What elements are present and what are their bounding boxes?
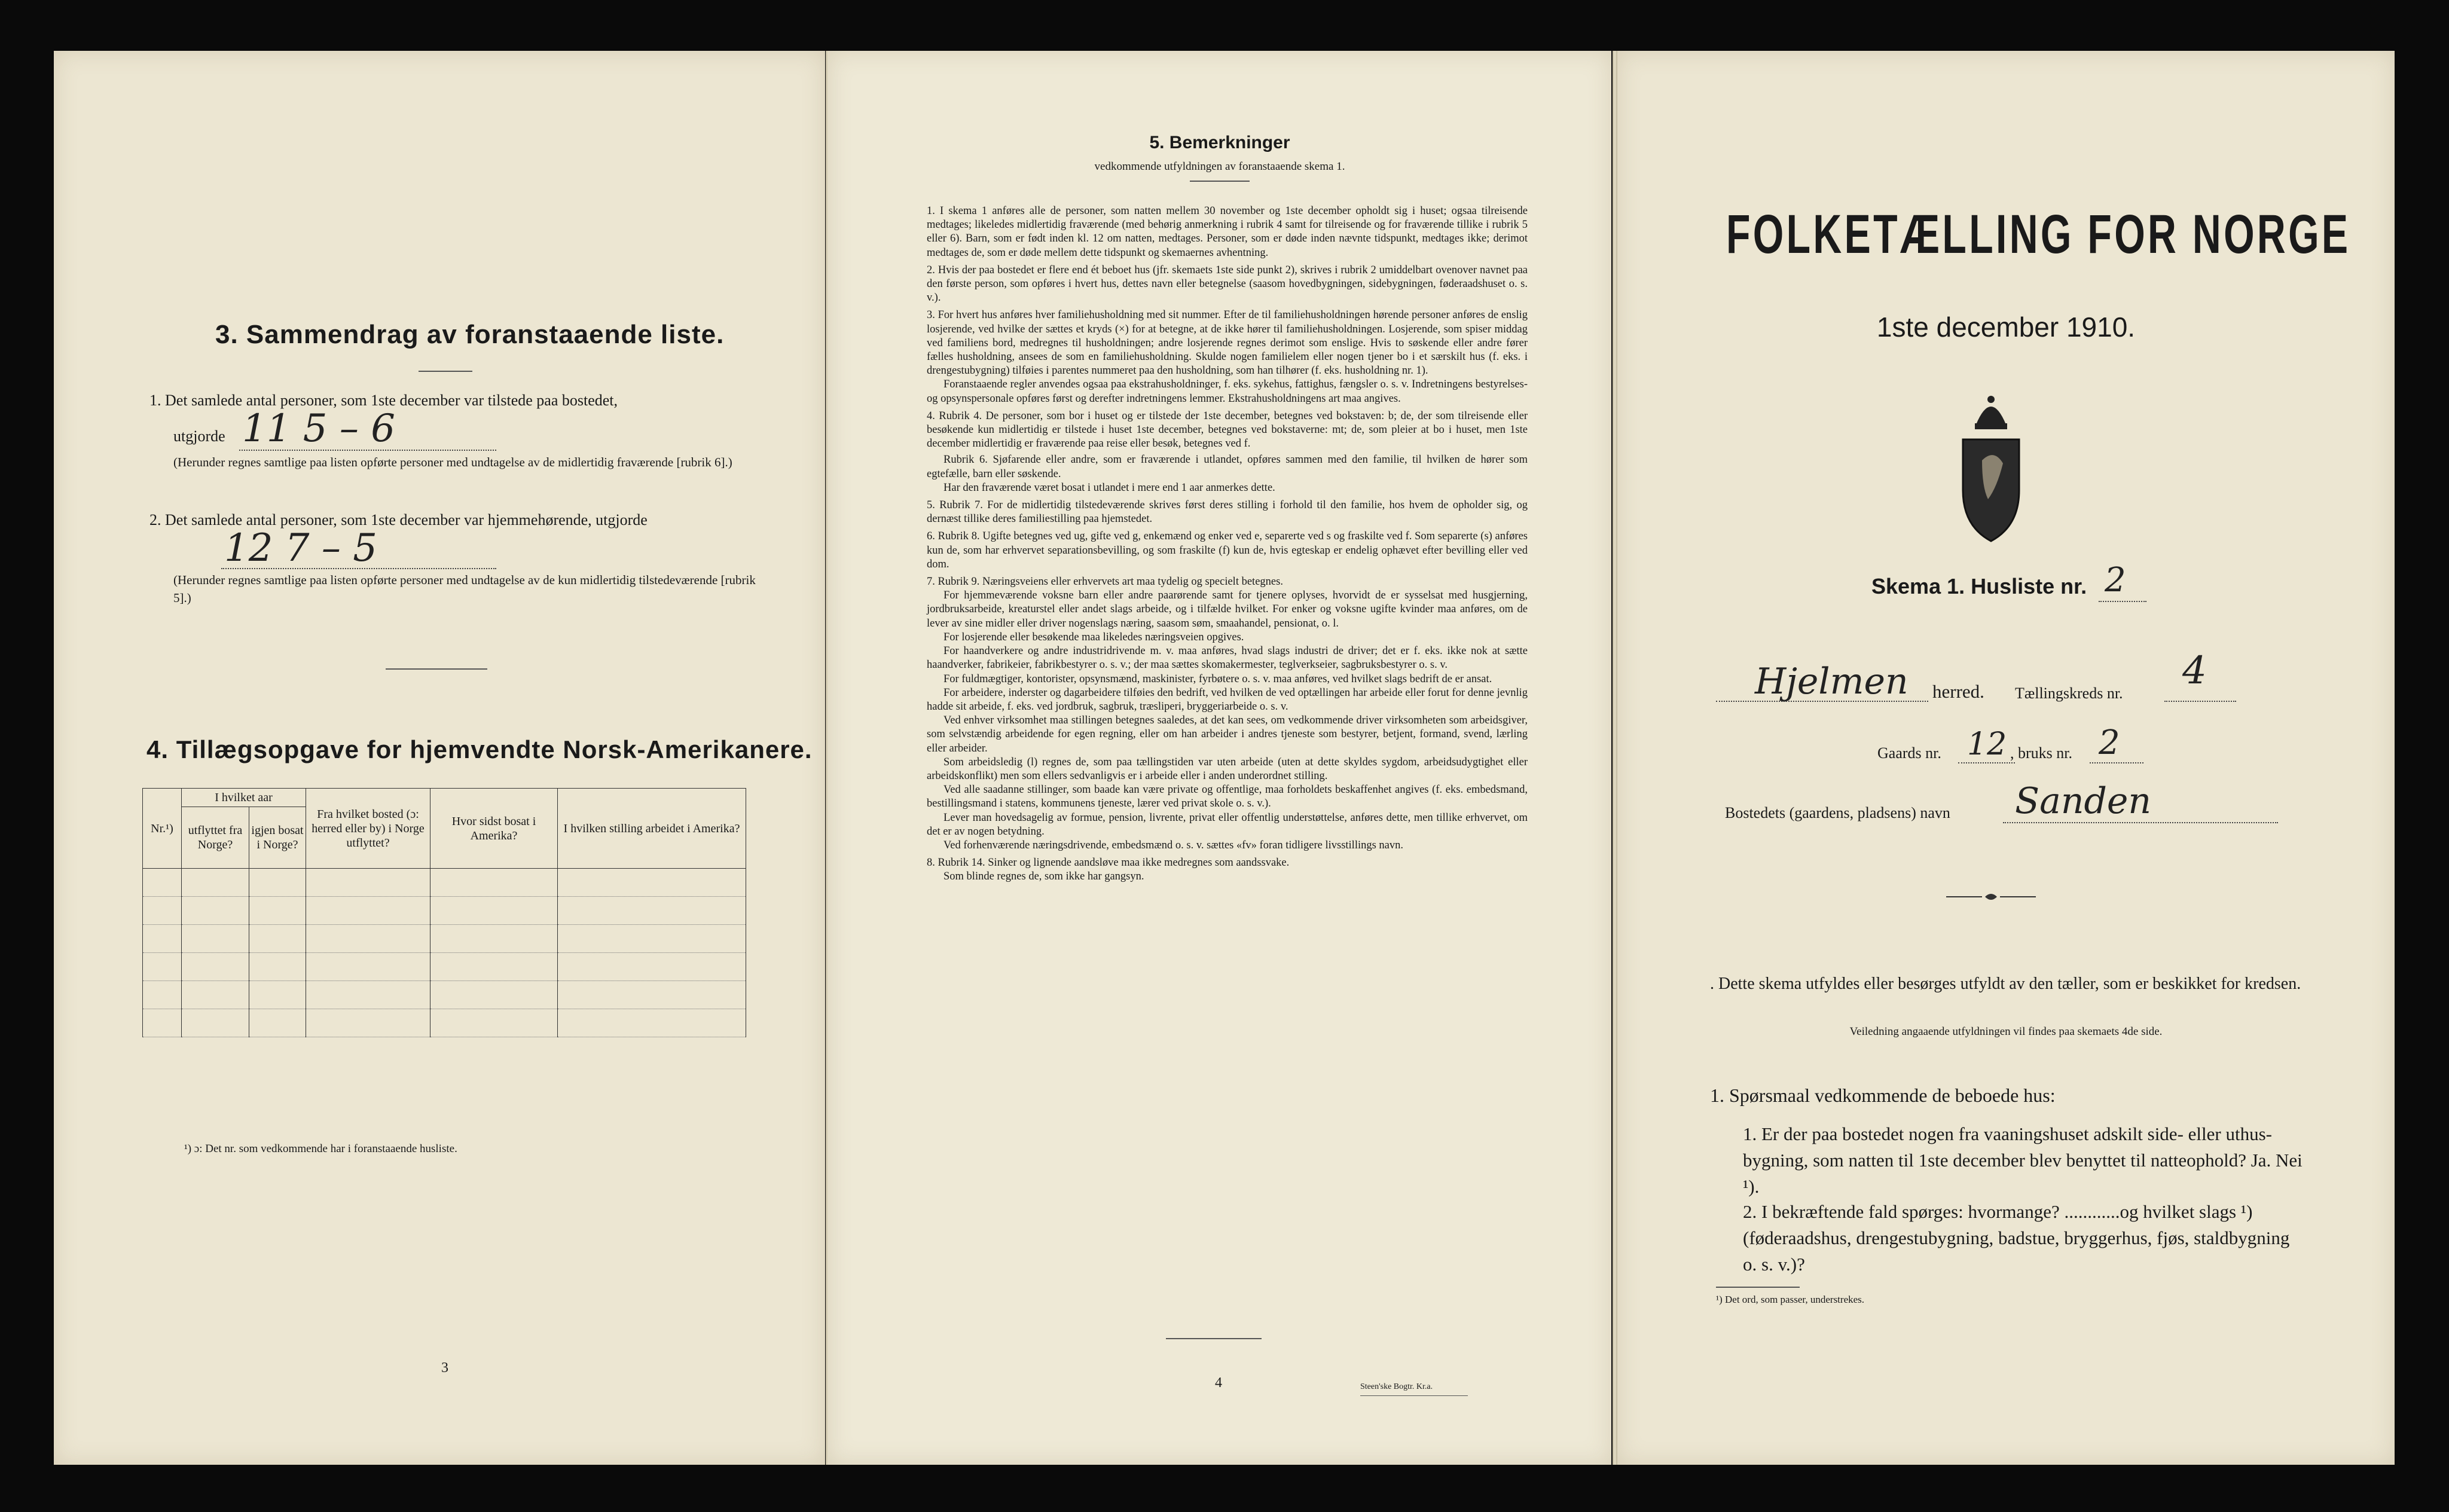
remark-paragraph: For haandverkere og andre industridrivende m. v. maa anføres, hvad slags industri de driver; det er f. eks. ikke nok at sætte haandverker, fabrikeier, fabrikbestyrer o. s. v.; der maa sættes skomakermester, teglverkseier, sagbruksbestyrer o. s. v.	[927, 645, 1528, 671]
divider	[1166, 1338, 1262, 1339]
item1-note: (Herunder regnes samtlige paa listen opførte personer med undtagelse av de midlertidig fraværende [rubrik 6].)	[173, 455, 732, 469]
herred-value[interactable]: Hjelmen	[1755, 661, 1908, 702]
remarks-subtitle: vedkommende utfyldningen av foranstaaende skema 1.	[1094, 160, 1345, 173]
remark-paragraph: 7. Rubrik 9. Næringsveiens eller erhvervets art maa tydelig og specielt betegnes.	[927, 576, 1283, 588]
printer-mark: Steen'ske Bogtr. Kr.a.	[1360, 1382, 1433, 1391]
remark-paragraph: Som arbeidsledig (l) regnes de, som paa tællingstiden var uten arbeide (uten at dette skyldes sygdom, arbeidsudygtighet eller arbeidskonflikt) men som ellers sedvanligvis er i arbeide eller i anden underordnet stilling.	[927, 756, 1528, 782]
col-fra-bosted: Fra hvilket bosted (ɔ: herred eller by) i Norge utflyttet?	[306, 789, 430, 869]
fill-line	[1958, 762, 2015, 763]
gaards-value[interactable]: 12	[1967, 726, 2007, 762]
col-utflyttet: utflyttet fra Norge?	[182, 807, 249, 869]
item2-value[interactable]: 12 7 – 5	[224, 526, 377, 570]
section4-title: 4. Tillægsopgave for hjemvendte Norsk-Amerikanere.	[146, 735, 813, 763]
skema-label: Skema 1. Husliste nr.	[1871, 574, 2087, 598]
kreds-value[interactable]: 4	[2182, 649, 2207, 693]
remark-paragraph: 2. Hvis der paa bostedet er flere end ét beboet hus (jfr. skemaets 1ste side punkt 2), skrives i rubrik 2 umiddelbart ovenover navnet paa den første person, som opføres i hvert hus, dettes navn eller betegnelse (saasom hovedbygningen, sidebygningen, føderaadshuset o. s. v.).	[927, 264, 1528, 304]
question-section: 1. Spørsmaal vedkommende de beboede hus:	[1710, 1085, 2056, 1106]
remark-paragraph: 1. I skema 1 anføres alle de personer, som natten mellem 30 november og 1ste december opholdt sig i huset; ogsaa tilreisende medtages; likeledes midlertidig fraværende (med behørig anmerkning i rubrik 4 samt for tilreisende og for fraværende tillike i rubrik 5 eller 6). Barn, som er født inden kl. 12 om natten, medtages. Personer, som er døde inden nævnte tidspunkt, medtages ikke; derimot medtages de, som er døde mellem dette tidspunkt og skemaernes avhentning.	[927, 205, 1528, 259]
remark-paragraph: For hjemmeværende voksne barn eller andre paarørende samt for tjenere oplyses, hvorvidt de er sysselsat med husgjerning, jordbruksarbeide, kreaturstel eller andet slags arbeide, og i tilfælde hvilket. For enker og voksne ugifte kvinder maa anføres, om de lever av sine midler eller driver nogenslags næring, saasom søm, smaahandel, pensionat, o. l.	[927, 589, 1528, 630]
remark-paragraph: Rubrik 6. Sjøfarende eller andre, som er fraværende i utlandet, opføres sammen med den familie, til hvilken de hører som egtefælle, barn eller søskende.	[927, 454, 1528, 480]
page-number: 4	[1215, 1375, 1222, 1391]
fill-line	[239, 450, 496, 451]
table-row	[143, 925, 746, 953]
fill-line	[2099, 601, 2146, 602]
section3-title: 3. Sammendrag av foranstaaende liste.	[215, 320, 725, 349]
page-fold	[1613, 51, 1617, 1465]
remarks-title: 5. Bemerkninger	[1149, 133, 1290, 152]
form-title-wrap	[1617, 203, 2395, 266]
item2-note: (Herunder regnes samtlige paa listen opførte personer med undtagelse av de kun midlertidig tilstedeværende [rubrik 5].)	[173, 573, 756, 605]
bruks-value[interactable]: 2	[2099, 723, 2120, 762]
remark-paragraph: Lever man hovedsagelig av formue, pension, livrente, privat eller offentlig understøttelse, anføres dette, men tillike erhvervet, om det er av nogen betydning.	[927, 811, 1528, 838]
table-row	[143, 869, 746, 897]
remark-paragraph: Ved alle saadanne stillinger, som baade kan være private og offentlige, maa forholdets beskaffenhet angives (f. eks. embedsmand, bestillingsmand i statens, kommunens tjeneste, lærer ved privat skole o. s. v.).	[927, 784, 1528, 810]
remark-paragraph: For fuldmægtiger, kontorister, opsynsmænd, maskinister, fyrbøtere o. s. v. maa anføres, ved hvilket slags bedrift de er ansat.	[943, 673, 1492, 685]
bosted-value[interactable]: Sanden	[2015, 780, 2152, 822]
gaards-label: Gaards nr.	[1877, 744, 1941, 762]
table-row	[143, 1009, 746, 1037]
fill-line	[2164, 701, 2236, 702]
coat-of-arms-icon	[1958, 389, 2024, 544]
col-igjen-bosat: igjen bosat i Norge?	[249, 807, 306, 869]
divider	[1360, 1395, 1468, 1396]
instruction-text: . Dette skema utfyldes eller besørges utfyldt av den tæller, som er beskikket for kredsen.	[1710, 975, 2301, 993]
remark-paragraph: 8. Rubrik 14. Sinker og lignende aandsløve maa ikke medregnes som aandssvake.	[927, 857, 1290, 869]
remark-paragraph: Som blinde regnes de, som ikke har gangsyn.	[943, 870, 1144, 883]
table-row	[143, 953, 746, 981]
table-row	[143, 981, 746, 1009]
divider	[419, 371, 472, 372]
col-nr: Nr.¹)	[143, 789, 182, 869]
question-2: 2. I bekræftende fald spørges: hvormange? ............og hvilket slags ¹) (føderaadshus, drengestubygning, badstue, bryggerhus, fjøs, staldbygning o. s. v.)?	[1743, 1201, 2290, 1275]
remark-paragraph: 6. Rubrik 8. Ugifte betegnes ved ug, gifte ved g, enkemænd og enker ved e, separerte ved s og fraskilte ved f. Som separerte (s) anføres kun de, som har erhvervet separationsbevilling, og som fraskilte (f) kun de, hvis egteskap er endelig ophævet efter bevilling eller ved dom.	[927, 530, 1528, 570]
remark-paragraph: 5. Rubrik 7. For de midlertidig tilstedeværende skrives først deres stilling i forhold til den familie, hos hvem de opholder sig, og dernæst tillike deres familiestilling paa hjemstedet.	[927, 499, 1528, 526]
ornament-divider	[1946, 891, 2036, 903]
remark-paragraph: 3. For hvert hus anføres hver familiehusholdning med sit nummer. Efter de til familiehusholdningen hørende personer anføres de enslig losjerende, ved hvilke der sættes et kryds (×) for at betegne, at de ikke hører til familiehusholdningen. Losjerende, som spiser middag ved familiens bord, medregnes til husholdningen; andre losjerende regnes derimot som enslige. Hvis to søskende eller andre fører fælles husholdning, ansees de som en familiehusholdning. Skulde nogen familielem eller nogen tjener bo i et særskilt hus (f. eks. i drengestubygning) tilføies i parentes nummeret paa den husholdning, som han tilhører (f. eks. husholdning nr. 1).	[927, 309, 1528, 377]
item1-label: utgjorde	[173, 427, 225, 445]
col-stilling: I hvilken stilling arbeidet i Amerika?	[558, 789, 746, 869]
col-group-year: I hvilket aar	[182, 789, 306, 807]
item1-value[interactable]: 11 5 – 6	[242, 407, 395, 451]
instruction-note: Veiledning angaaende utfyldningen vil findes paa skemaets 4de side.	[1849, 1025, 2163, 1038]
col-hvor-bosat: Hvor sidst bosat i Amerika?	[430, 789, 558, 869]
fill-line	[2090, 762, 2143, 763]
kreds-label: Tællingskreds nr.	[2015, 685, 2123, 702]
fill-line	[2003, 822, 2278, 823]
fill-line	[1716, 701, 1928, 702]
bruks-label: , bruks nr.	[2010, 744, 2072, 762]
remark-paragraph: Ved forhenværende næringsdrivende, embedsmænd o. s. v. sættes «fv» foran tidligere livsstillings navn.	[943, 839, 1404, 851]
remark-paragraph: 4. Rubrik 4. De personer, som bor i huset og er tilstede der 1ste december, betegnes ved bokstaven: b; de, der som tilreisende eller besøkende kun midlertidig er tilstede i huset 1ste december, betegnes ved bokstaverne: mt; de, som pleier at bo i huset, men 1ste december midlertidig er fraværende paa reise eller besøk, betegnes ved f.	[927, 410, 1528, 450]
footnote: ¹) Det ord, som passer, understrekes.	[1716, 1294, 1865, 1305]
item1-text: 1. Det samlede antal personer, som 1ste december var tilstede paa bostedet,	[149, 392, 618, 409]
norsk-amerikanere-table	[142, 788, 746, 1037]
question-1: 1. Er der paa bostedet nogen fra vaaningshuset adskilt side- eller uthus-bygning, som natten til 1ste december blev benyttet til natteophold? Ja. Nei ¹).	[1743, 1123, 2303, 1197]
remark-paragraph: Har den fraværende været bosat i utlandet i mere end 1 aar anmerkes dette.	[943, 481, 1275, 494]
remark-paragraph: For losjerende eller besøkende maa likeledes næringsveien opgives.	[943, 631, 1244, 643]
divider	[386, 668, 487, 670]
item2-text: 2. Det samlede antal personer, som 1ste december var hjemmehørende, utgjorde	[149, 511, 648, 529]
footnote: ¹) ɔ: Det nr. som vedkommende har i foranstaaende husliste.	[184, 1143, 457, 1155]
page-number: 3	[441, 1360, 448, 1376]
divider	[1716, 1287, 1800, 1288]
form-date: 1ste december 1910.	[1876, 311, 2136, 343]
remark-paragraph: Foranstaaende regler anvendes ogsaa paa ekstrahusholdninger, f. eks. sykehus, fattighus, fængsler o. s. v. Indretningens bestyrelses- og opsynspersonale opføres først og derefter indretningens lemmer. Ekstrahusholdningens art maa angives.	[927, 378, 1528, 405]
bosted-label: Bostedets (gaardens, pladsens) navn	[1725, 804, 1950, 821]
remarks-body	[927, 204, 1528, 884]
husliste-nr[interactable]: 2	[2105, 561, 2126, 600]
form-title: FOLKETÆLLING FOR NORGE	[1726, 204, 2351, 265]
fill-line	[221, 568, 496, 569]
table-row	[143, 897, 746, 925]
remark-paragraph: For arbeidere, inderster og dagarbeidere tilføies den bedrift, ved hvilken de ved optællingen har arbeide eller forut for denne jevnlig hadde sit arbeide, f. eks. ved jordbruk, sagbruk, træsliperi, bryggeriarbeide o. s. v.	[927, 686, 1528, 713]
herred-label: herred.	[1932, 681, 1984, 702]
divider	[1190, 181, 1250, 182]
remark-paragraph: Ved enhver virksomhet maa stillingen betegnes saaledes, at det kan sees, om vedkommende driver virksomheten som arbeidsgiver, som selvstændig arbeidende for egen regning, eller om han arbeider i andres tjeneste som bestyrer, betjent, formand, svend, lærling eller arbeider.	[927, 714, 1528, 755]
